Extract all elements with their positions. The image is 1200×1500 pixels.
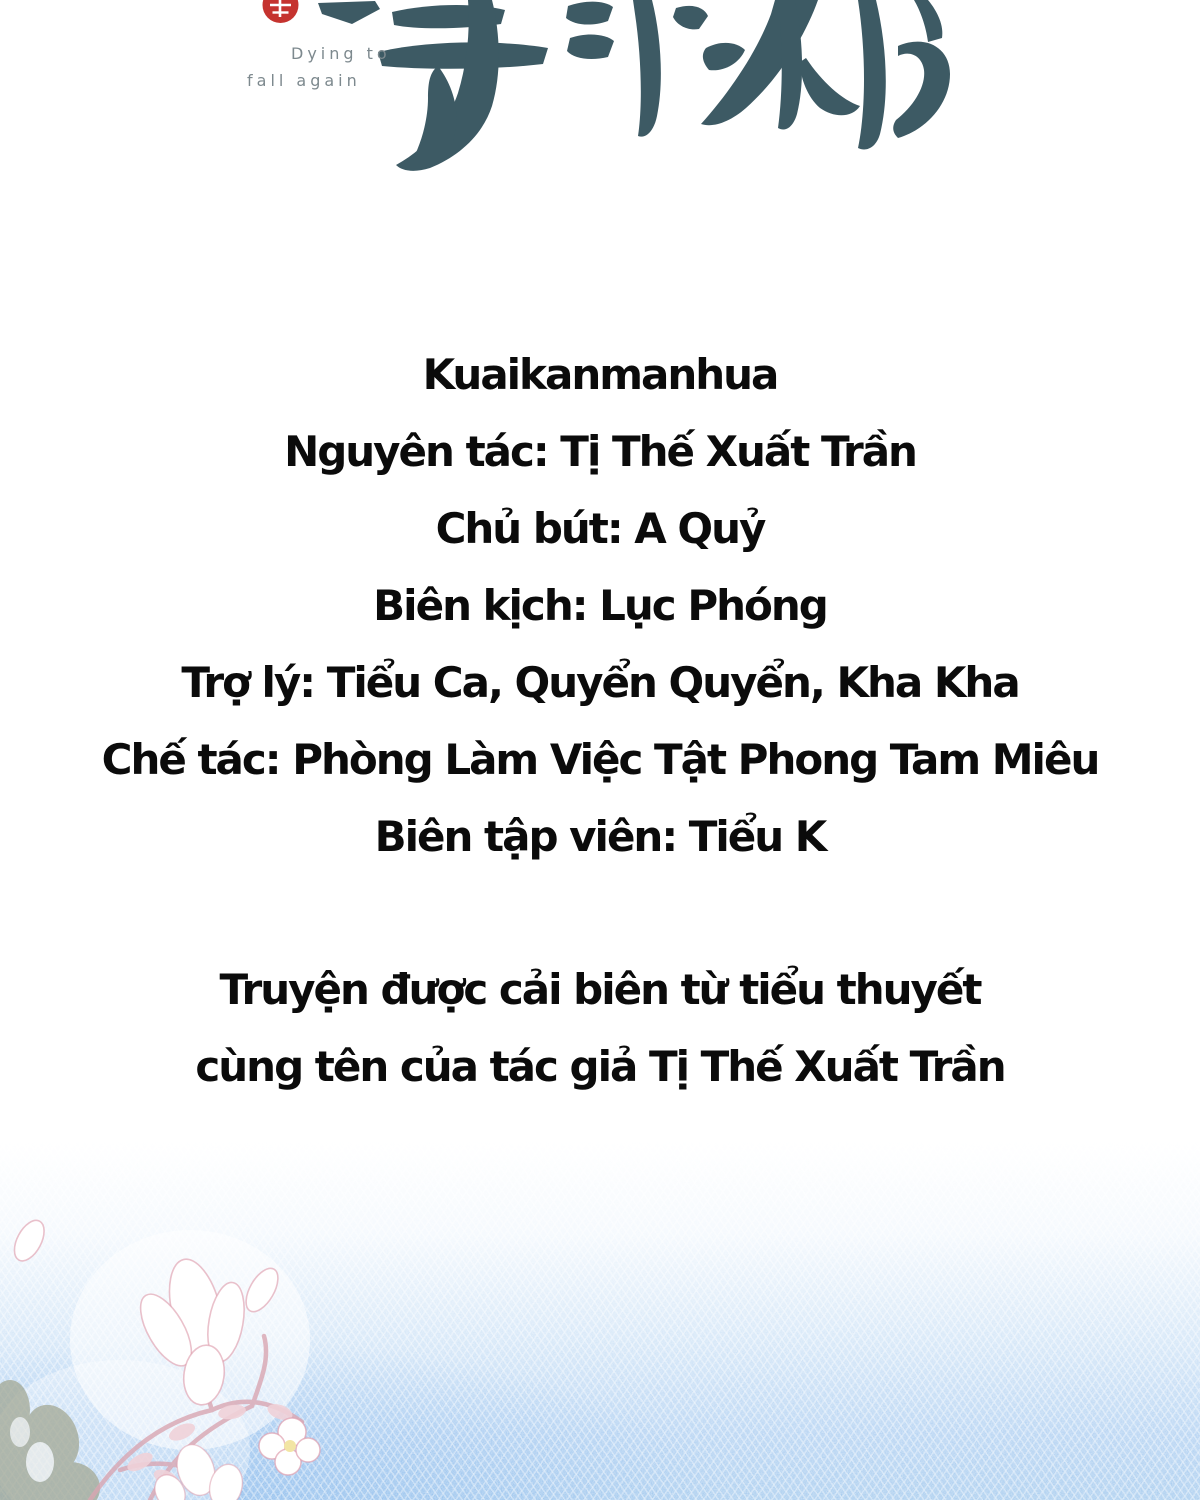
- logo-tagline-line1: Dying to: [291, 44, 391, 63]
- calligraphy-strokes: [318, 0, 950, 171]
- credit-line-editor: Biên tập viên: Tiểu K: [374, 812, 826, 861]
- adaptation-note-line1: Truyện được cải biên từ tiểu thuyết: [219, 965, 981, 1014]
- credit-line-production: Chế tác: Phòng Làm Việc Tật Phong Tam Miêu: [101, 735, 1099, 784]
- logo-section: [0, 0, 1200, 200]
- credit-line-original: Nguyên tác: Tị Thế Xuất Trần: [284, 427, 916, 476]
- adaptation-note-line2: cùng tên của tác giả Tị Thế Xuất Trần: [195, 1042, 1005, 1091]
- credit-line-publisher: Kuaikanmanhua: [422, 350, 778, 399]
- credits-block: [0, 336, 1200, 875]
- logo-tagline-line2: fall again: [247, 71, 361, 90]
- round-blossom-flower: [259, 1418, 320, 1475]
- blossom-branch-art: [0, 1170, 540, 1500]
- publisher-seal-icon: [263, 0, 299, 23]
- credit-line-chief: Chủ bút: A Quỷ: [435, 504, 765, 553]
- title-calligraphy-art: [0, 0, 1200, 200]
- credit-line-assistants: Trợ lý: Tiểu Ca, Quyển Quyển, Kha Kha: [181, 658, 1019, 707]
- credit-line-script: Biên kịch: Lục Phóng: [373, 581, 827, 630]
- adaptation-note: [0, 951, 1200, 1105]
- watercolor-footer-art: [0, 1140, 1200, 1500]
